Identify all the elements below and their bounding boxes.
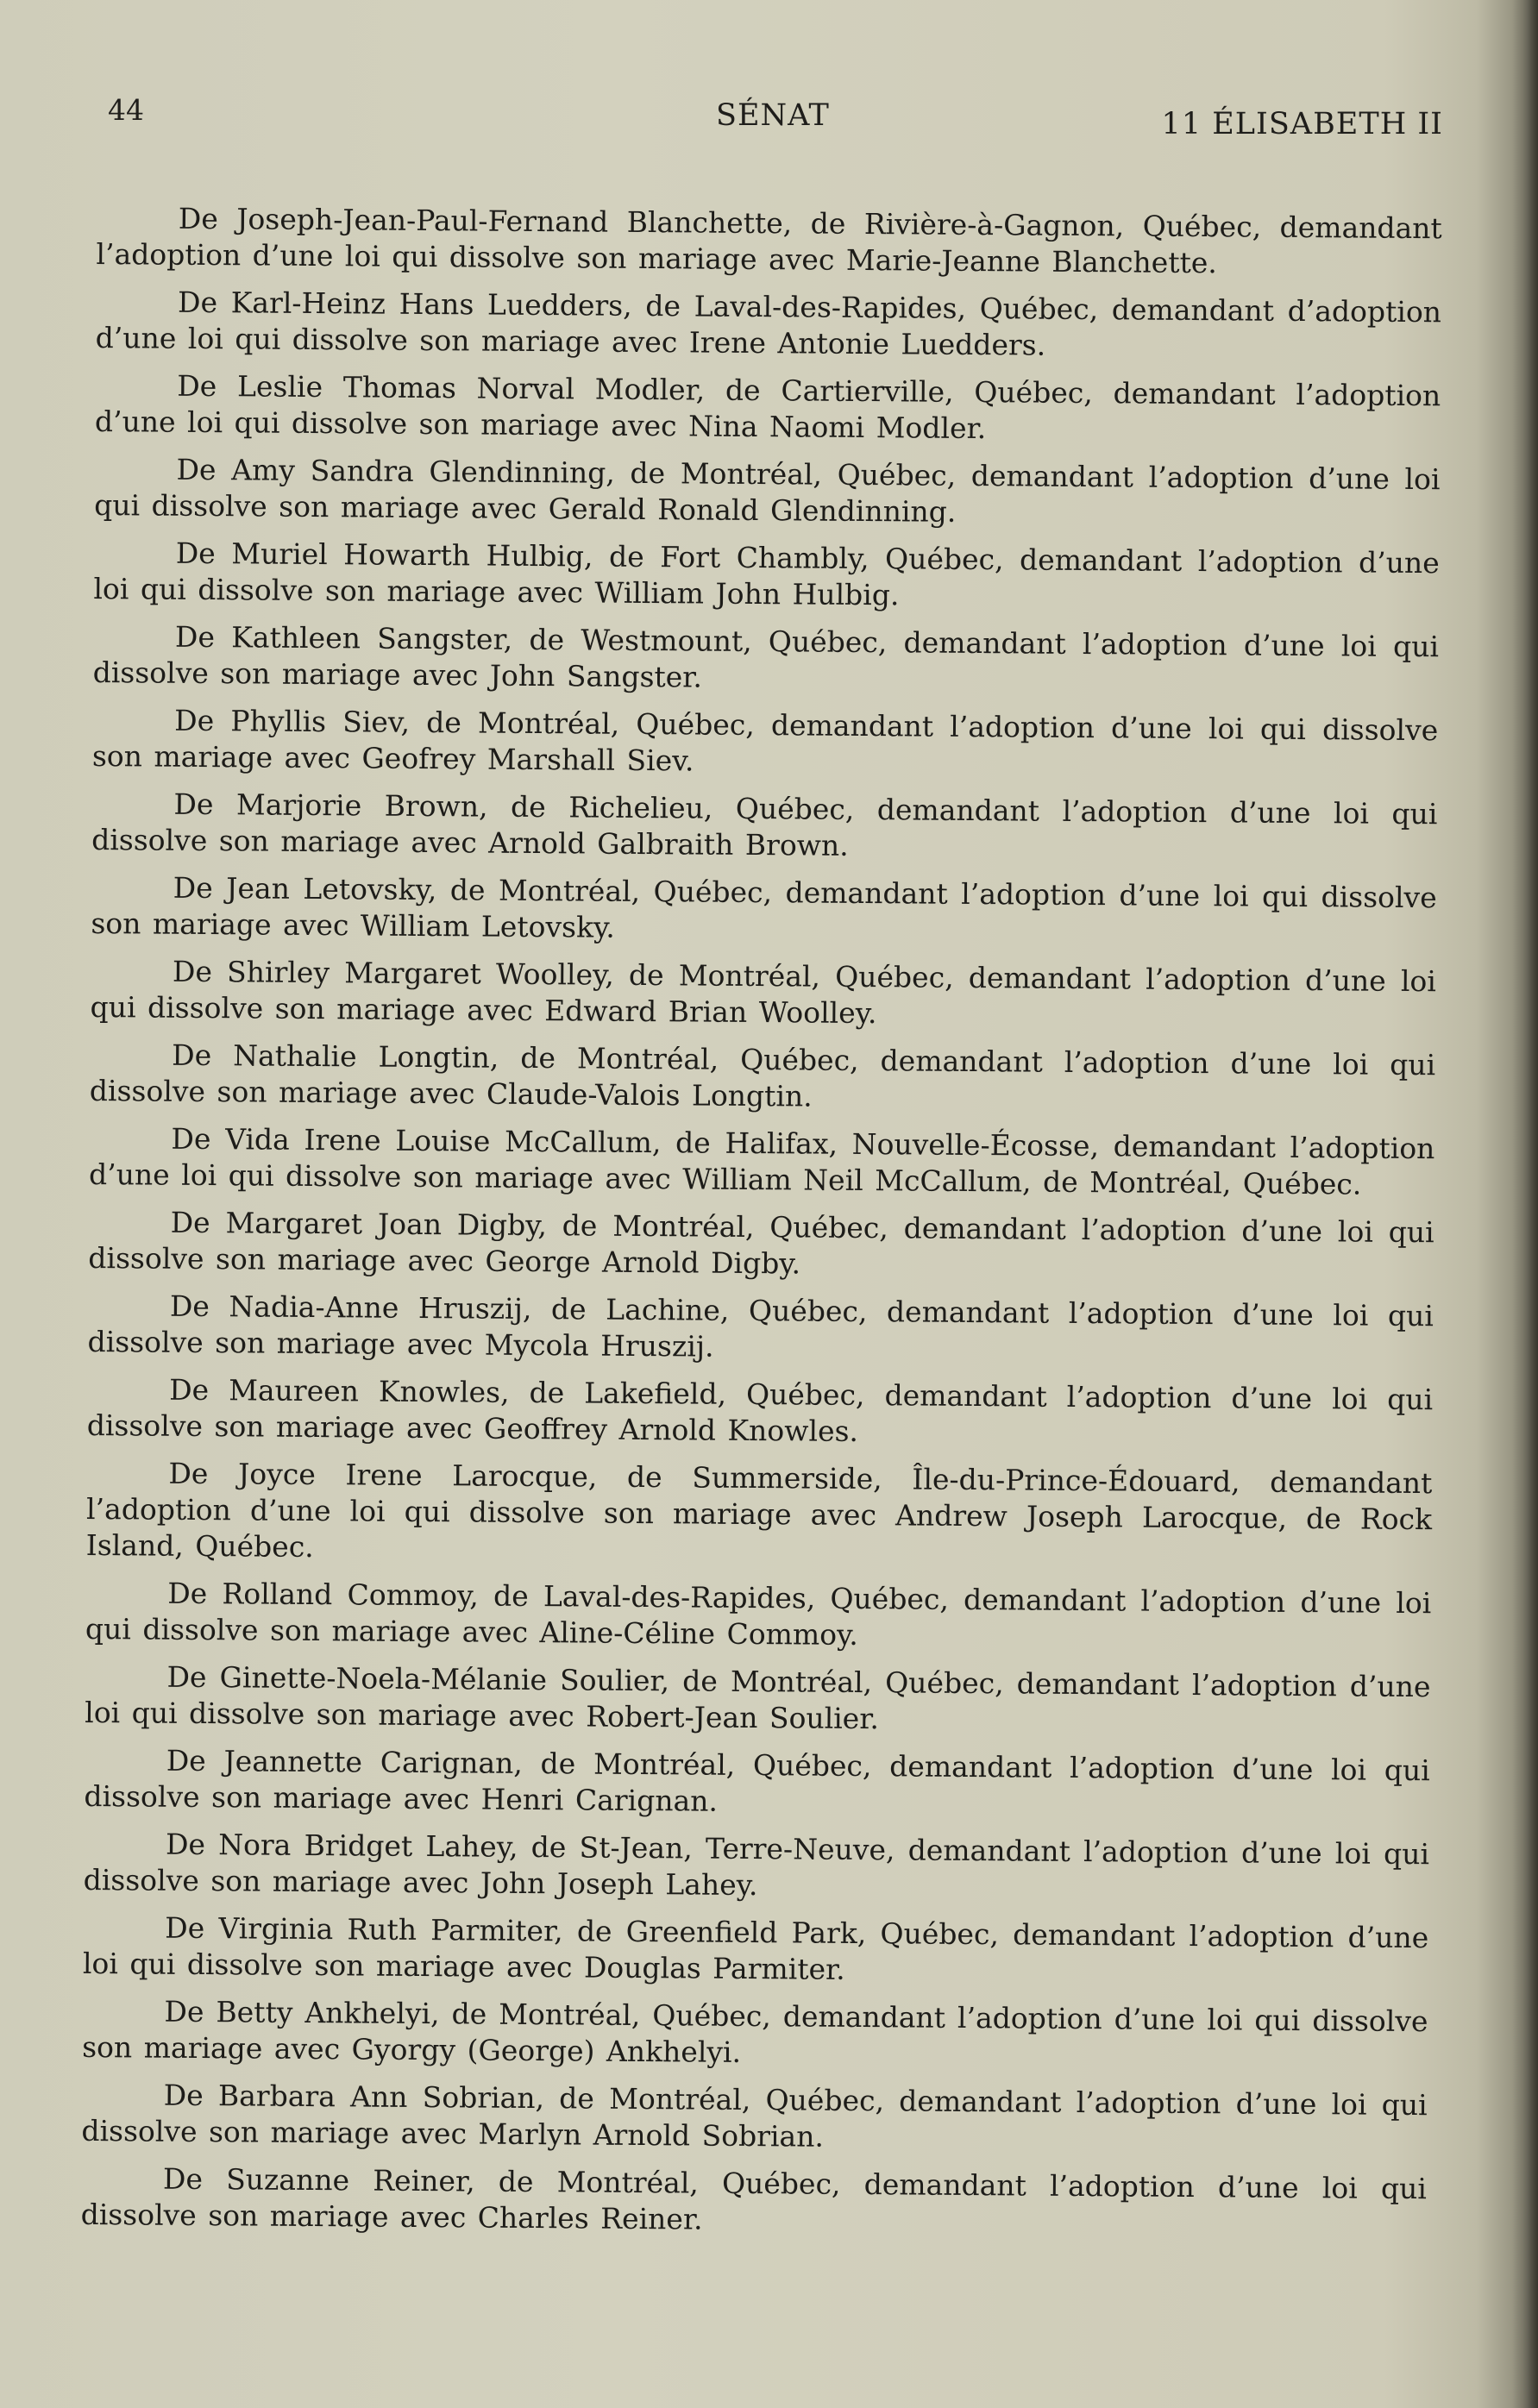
page-edge-shadow <box>1512 0 1538 2408</box>
petition-paragraph: De Vida Irene Louise McCallum, de Halifax, Nouvelle-Écosse, demandant l’adoption d’une loi qui dissolve son mariage avec William Neil McCallum, de Montréal, Québec. <box>88 1121 1435 1201</box>
petition-paragraph: De Rolland Commoy, de Laval-des-Rapides, Québec, demandant l’adoption d’une loi qui dissolve son mariage avec Aline-Céline Commoy. <box>85 1576 1432 1652</box>
petition-paragraph: De Nadia-Anne Hruszij, de Lachine, Québec, demandant l’adoption d’une loi qui dissolve son mariage avec Mycola Hruszij. <box>87 1289 1434 1364</box>
petition-paragraph: De Shirley Margaret Woolley, de Montréal, Québec, demandant l’adoption d’une loi qui dissolve son mariage avec Edward Brian Woolley. <box>90 954 1437 1031</box>
petition-paragraph: De Nora Bridget Lahey, de St-Jean, Terre-Neuve, demandant l’adoption d’une loi qui dissolve son mariage avec John Joseph Lahey. <box>83 1827 1430 1903</box>
petition-paragraph: De Muriel Howarth Hulbig, de Fort Chambly, Québec, demandant l’adoption d’une loi qui dissolve son mariage avec William John Hulbig. <box>93 536 1440 612</box>
petition-paragraph: De Suzanne Reiner, de Montréal, Québec, demandant l’adoption d’une loi qui dissolve son mariage avec Charles Reiner. <box>80 2161 1428 2236</box>
petition-paragraph: De Karl-Heinz Hans Luedders, de Laval-des-Rapides, Québec, demandant d’adoption d’une loi qui dissolve son mariage avec Irene Antonie Luedders. <box>95 285 1442 362</box>
session-label: 11 ÉLISABETH II <box>1161 107 1443 141</box>
petition-paragraph: De Amy Sandra Glendinning, de Montréal, Québec, demandant l’adoption d’une loi qui dissolve son mariage avec Gerald Ronald Glendinning. <box>94 452 1441 529</box>
petition-paragraph: De Margaret Joan Digby, de Montréal, Québec, demandant l’adoption d’une loi qui dissolve son mariage avec George Arnold Digby. <box>88 1205 1434 1281</box>
running-title: SÉNAT <box>716 98 830 133</box>
petition-paragraph: De Jean Letovsky, de Montréal, Québec, demandant l’adoption d’une loi qui dissolve son mariage avec William Letovsky. <box>91 870 1437 944</box>
petition-paragraph: De Kathleen Sangster, de Westmount, Québec, demandant l’adoption d’une loi qui dissolve son mariage avec John Sangster. <box>92 619 1440 694</box>
petition-paragraph: De Joyce Irene Larocque, de Summerside, Île-du-Prince-Édouard, demandant l’adoption d’une loi qui dissolve son mariage avec Andrew Joseph Larocque, de Rock Island, Québec. <box>85 1456 1433 1565</box>
petition-paragraph: De Joseph-Jean-Paul-Fernand Blanchette, de Rivière-à-Gagnon, Québec, demandant l’adoption d’une loi qui dissolve son mariage avec Marie-Jeanne Blanchette. <box>96 201 1442 280</box>
petition-paragraph: De Maureen Knowles, de Lakefield, Québec, demandant l’adoption d’une loi qui dissolve son mariage avec Geoffrey Arnold Knowles. <box>86 1372 1434 1448</box>
petition-paragraph: De Barbara Ann Sobrian, de Montréal, Québec, demandant l’adoption d’une loi qui dissolve son mariage avec Marlyn Arnold Sobrian. <box>81 2078 1428 2154</box>
petition-paragraph: De Nathalie Longtin, de Montréal, Québec, demandant l’adoption d’une loi qui dissolve son mariage avec Claude-Valois Longtin. <box>89 1038 1436 1113</box>
petition-paragraph: De Virginia Ruth Parmiter, de Greenfield Park, Québec, demandant l’adoption d’une loi qui dissolve son mariage avec Douglas Parmiter. <box>82 1910 1429 1986</box>
petition-paragraph: De Phyllis Siev, de Montréal, Québec, demandant l’adoption d’une loi qui dissolve son mariage avec Geofrey Marshall Siev. <box>91 703 1439 778</box>
petition-paragraph: De Ginette-Noela-Mélanie Soulier, de Montréal, Québec, demandant l’adoption d’une loi qui dissolve son mariage avec Robert-Jean Soulier. <box>85 1659 1431 1736</box>
petition-paragraph: De Betty Ankhelyi, de Montréal, Québec, demandant l’adoption d’une loi qui dissolve son mariage avec Gyorgy (George) Ankhelyi. <box>82 1994 1428 2069</box>
page-number: 44 <box>108 93 144 127</box>
petition-paragraph: De Marjorie Brown, de Richelieu, Québec, demandant l’adoption d’une loi qui dissolve son mariage avec Arnold Galbraith Brown. <box>91 787 1438 862</box>
petition-list <box>80 200 1441 2243</box>
petition-paragraph: De Leslie Thomas Norval Modler, de Cartierville, Québec, demandant l’adoption d’une loi qui dissolve son mariage avec Nina Naomi Modler. <box>94 368 1441 446</box>
petition-paragraph: De Jeannette Carignan, de Montréal, Québec, demandant l’adoption d’une loi qui dissolve son mariage avec Henri Carignan. <box>84 1743 1430 1818</box>
running-header <box>108 93 1443 145</box>
